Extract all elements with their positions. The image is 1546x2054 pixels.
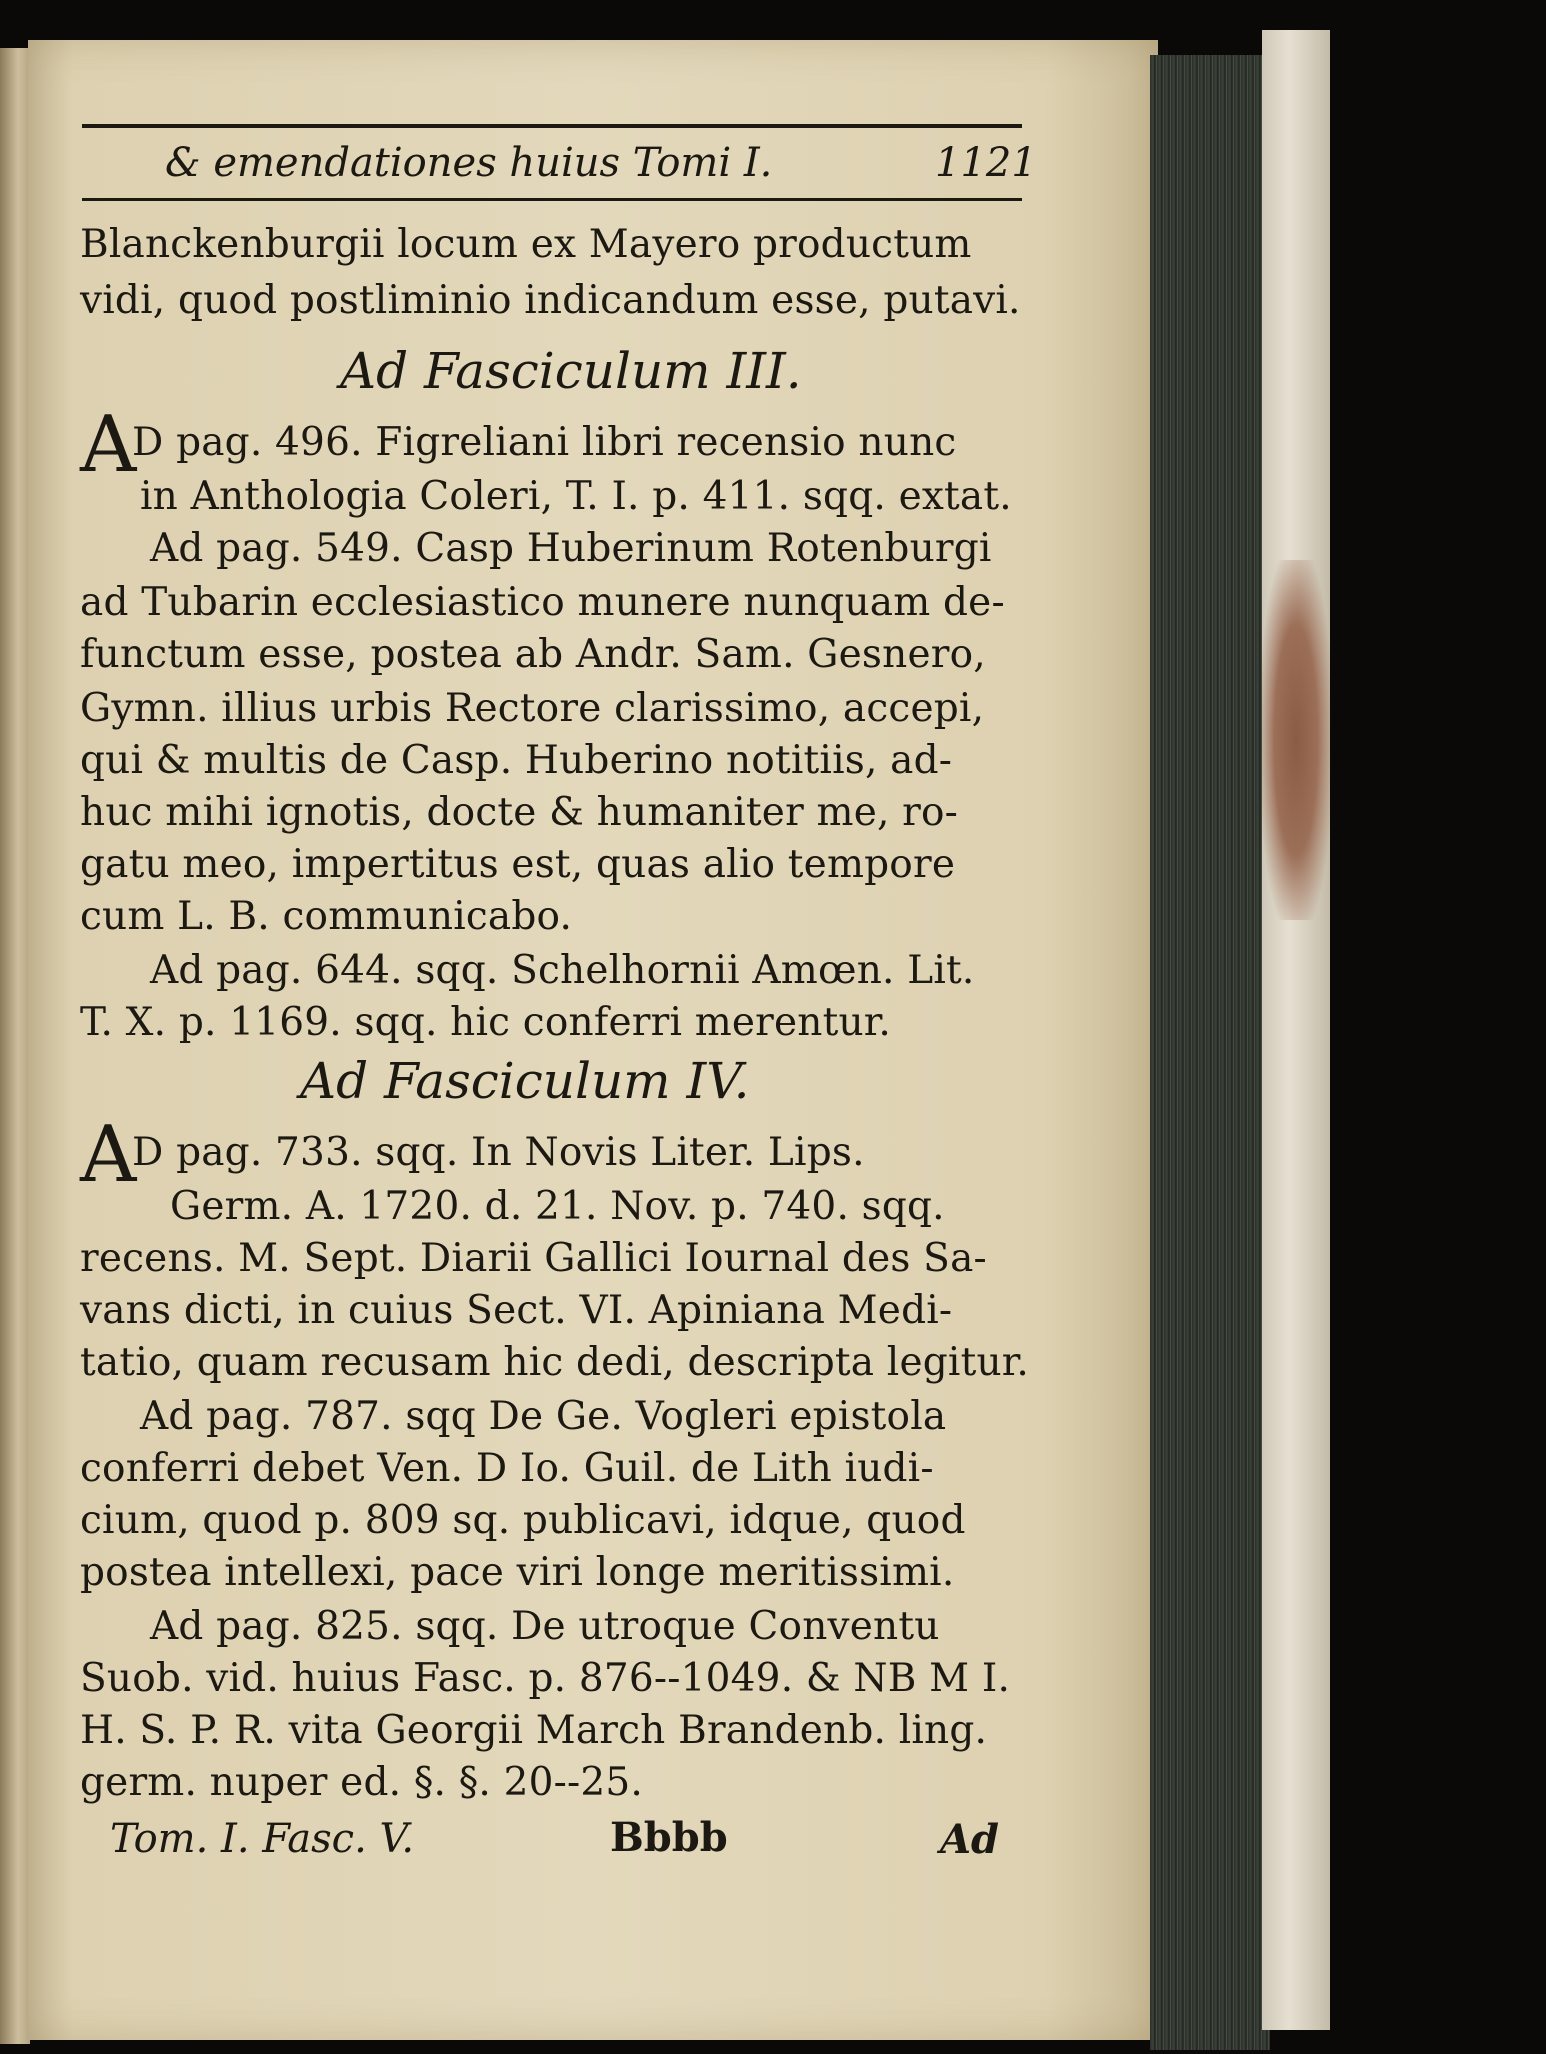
header-rule-top (82, 124, 1022, 128)
page-block-edge (1150, 55, 1270, 2050)
body-line: Suob. vid. huius Fasc. p. 876--1049. & NB M I. (80, 1656, 1011, 1701)
signature-line-label: Tom. I. Fasc. V. (110, 1816, 415, 1862)
body-line: T. X. p. 1169. sqq. hic conferri merentur. (80, 1000, 891, 1045)
body-line: Ad pag. 549. Casp Huberinum Rotenburgi (150, 526, 992, 571)
body-line: Gymn. illius urbis Rectore clarissimo, accepi, (80, 686, 985, 731)
body-line: conferri debet Ven. D Io. Guil. de Lith iudi- (80, 1446, 934, 1491)
body-line: ad Tubarin ecclesiastico munere nunquam de- (80, 580, 1005, 625)
body-line: qui & multis de Casp. Huberino notitiis, ad- (80, 738, 953, 783)
body-line: in Anthologia Coleri, T. I. p. 411. sqq. extat. (140, 474, 1012, 519)
body-line: vans dicti, in cuius Sect. VI. Apiniana Medi- (80, 1288, 953, 1333)
body-line: Blanckenburgii locum ex Mayero productum (80, 222, 972, 267)
drop-capital: A (80, 400, 137, 490)
body-line: H. S. P. R. vita Georgii March Brandenb. ling. (80, 1708, 988, 1753)
body-line: Germ. A. 1720. d. 21. Nov. p. 740. sqq. (170, 1184, 945, 1229)
body-line: Ad pag. 787. sqq De Ge. Vogleri epistola (140, 1394, 947, 1439)
body-line: cum L. B. communicabo. (80, 894, 573, 939)
signature-mark: Bbbb (610, 1814, 728, 1861)
body-line: tatio, quam recusam hic dedi, descripta legitur. (80, 1340, 1029, 1385)
header-rule-bottom (82, 198, 1022, 201)
body-line: functum esse, postea ab Andr. Sam. Gesnero, (80, 632, 986, 677)
page-number: 1121 (935, 140, 1037, 186)
body-line: D pag. 496. Figreliani libri recensio nunc (132, 420, 957, 465)
drop-capital: A (80, 1110, 137, 1200)
previous-page-edge (0, 48, 30, 2044)
body-line: postea intellexi, pace viri longe meritissimi. (80, 1550, 955, 1595)
section-heading-3: Ad Fasciculum III. (340, 342, 802, 400)
running-title: & emendationes huius Tomi I. (165, 140, 773, 186)
catchword: Ad (940, 1816, 1000, 1863)
body-line: recens. M. Sept. Diarii Gallici Iournal des Sa- (80, 1236, 987, 1281)
body-line: cium, quod p. 809 sq. publicavi, idque, quod (80, 1498, 966, 1543)
body-line: germ. nuper ed. §. §. 20--25. (80, 1760, 644, 1805)
body-line: vidi, quod postliminio indicandum esse, putavi. (80, 278, 1021, 323)
body-line: Ad pag. 825. sqq. De utroque Conventu (150, 1604, 940, 1649)
body-line: Ad pag. 644. sqq. Schelhornii Amœn. Lit. (150, 948, 975, 993)
body-line: D pag. 733. sqq. In Novis Liter. Lips. (132, 1130, 865, 1175)
section-heading-4: Ad Fasciculum IV. (300, 1052, 750, 1110)
cover-stain (1262, 560, 1330, 920)
body-line: huc mihi ignotis, docte & humaniter me, ro- (80, 790, 959, 835)
body-line: gatu meo, impertitus est, quas alio tempore (80, 842, 956, 887)
book-cover (1262, 30, 1330, 2030)
